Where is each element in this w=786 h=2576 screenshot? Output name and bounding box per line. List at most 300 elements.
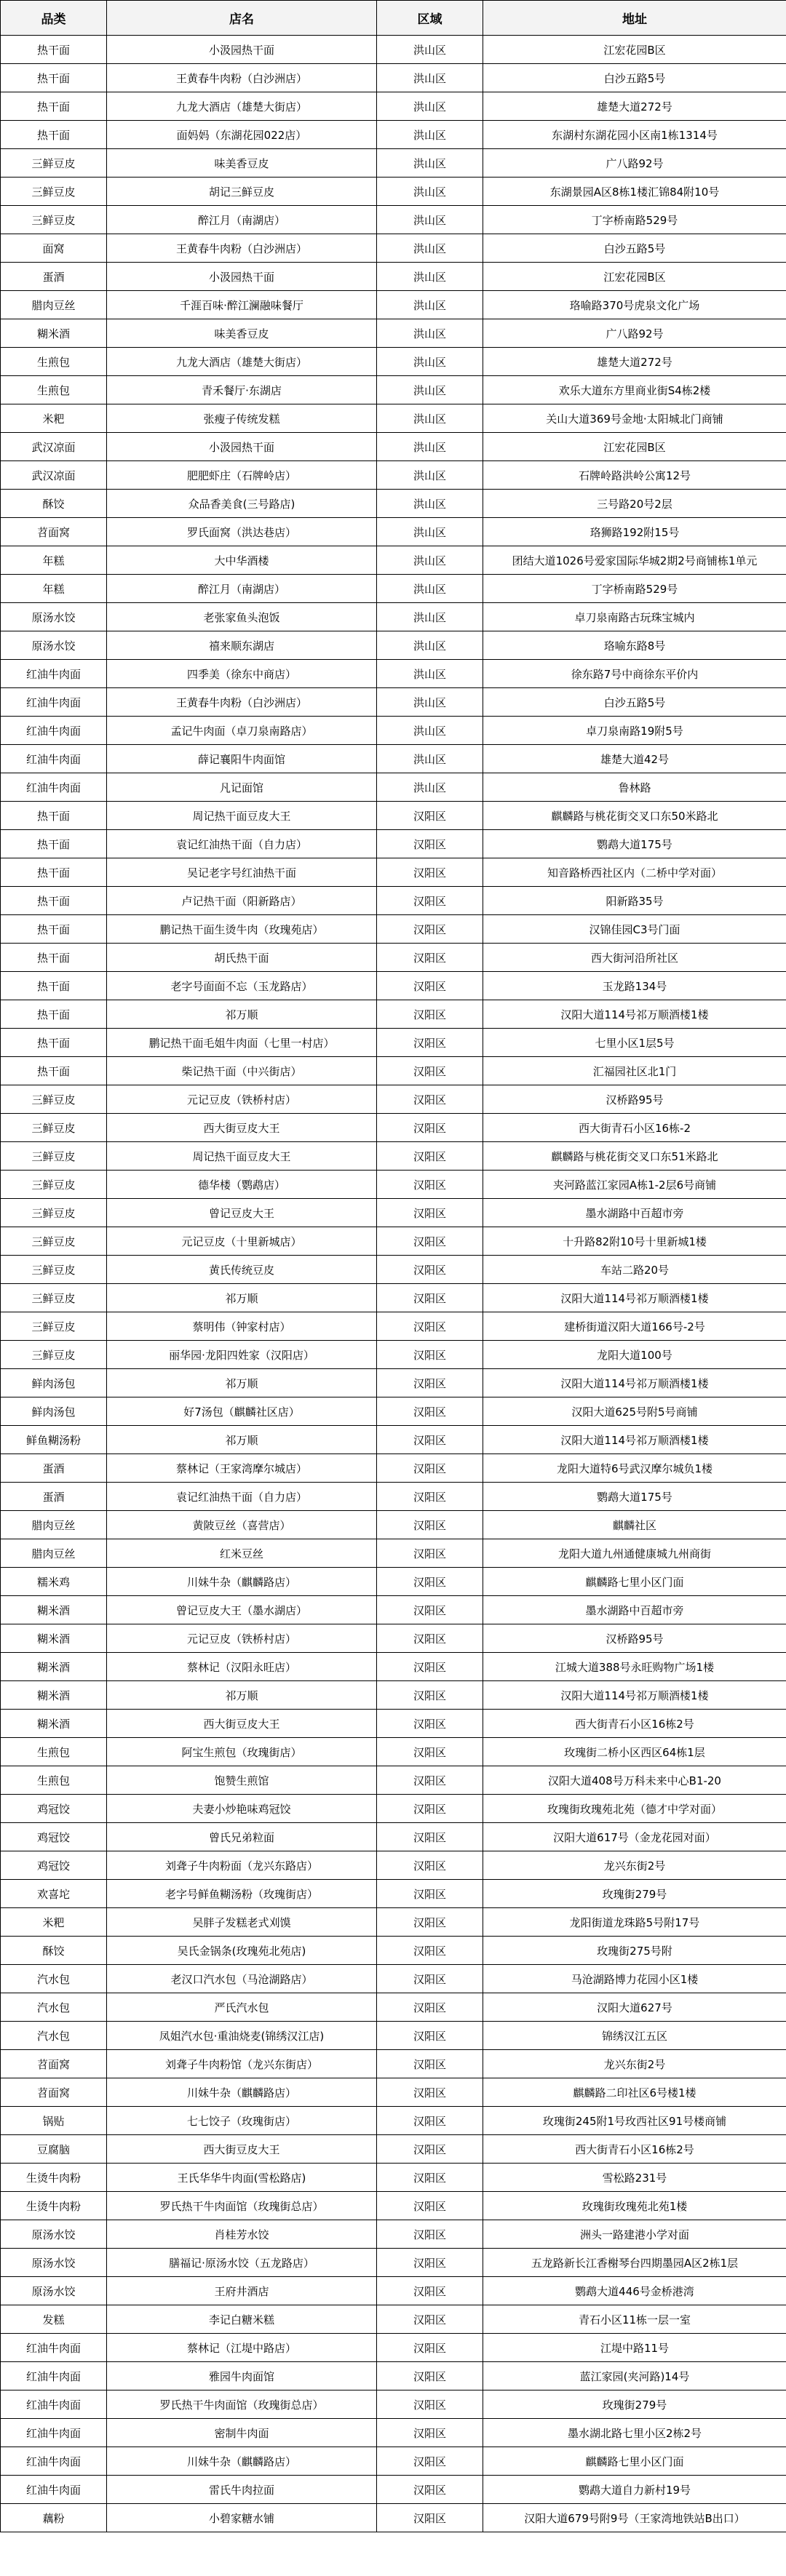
cell-category: 热干面 [1, 802, 107, 830]
table-row [1, 1341, 786, 1369]
cell-shop-name: 面妈妈（东湖花园022店） [107, 121, 377, 149]
cell-category: 蛋酒 [1, 1483, 107, 1511]
cell-category: 三鲜豆皮 [1, 1341, 107, 1369]
table-row [1, 2022, 786, 2050]
cell-category: 红油牛肉面 [1, 2476, 107, 2504]
cell-address: 徐东路7号中商徐东平价内 [483, 660, 786, 688]
table-row [1, 2390, 786, 2419]
cell-category: 米粑 [1, 404, 107, 433]
cell-shop-name: 醉江月（南湖店） [107, 575, 377, 603]
table-row [1, 546, 786, 575]
cell-shop-name: 雅园牛肉面馆 [107, 2362, 377, 2390]
cell-address: 关山大道369号金地·太阳城北门商铺 [483, 404, 786, 433]
cell-category: 汽水包 [1, 1965, 107, 1993]
table-row [1, 944, 786, 972]
cell-shop-name: 祁万顺 [107, 1369, 377, 1397]
cell-address: 马沧湖路博力花园小区1楼 [483, 1965, 786, 1993]
cell-shop-name: 柴记热干面（中兴街店） [107, 1057, 377, 1085]
cell-address: 白沙五路5号 [483, 688, 786, 717]
cell-district: 汉阳区 [377, 2476, 483, 2504]
cell-shop-name: 元记豆皮（十里新城店） [107, 1227, 377, 1256]
cell-address: 丁字桥南路529号 [483, 575, 786, 603]
cell-address: 七里小区1层5号 [483, 1029, 786, 1057]
cell-shop-name: 严氏汽水包 [107, 1993, 377, 2022]
cell-category: 糊米酒 [1, 1710, 107, 1738]
cell-category: 武汉凉面 [1, 433, 107, 461]
cell-district: 洪山区 [377, 376, 483, 404]
cell-category: 蛋酒 [1, 263, 107, 291]
table-row [1, 1227, 786, 1256]
cell-shop-name: 蔡明伟（钟家村店） [107, 1312, 377, 1341]
cell-category: 原汤水饺 [1, 603, 107, 631]
cell-address: 龙阳大道九州通健康城九州商街 [483, 1539, 786, 1568]
cell-address: 建桥街道汉阳大道166号-2号 [483, 1312, 786, 1341]
cell-shop-name: 老张家鱼头泡饭 [107, 603, 377, 631]
cell-address: 龙阳大道特6号武汉摩尔城负1楼 [483, 1454, 786, 1483]
table-row [1, 1653, 786, 1681]
cell-shop-name: 周记热干面豆皮大王 [107, 1142, 377, 1171]
cell-category: 红油牛肉面 [1, 688, 107, 717]
cell-address: 龙兴东街2号 [483, 2050, 786, 2078]
cell-category: 糊米酒 [1, 1653, 107, 1681]
table-row [1, 2192, 786, 2220]
cell-address: 麒麟路与桃花街交叉口东51米路北 [483, 1142, 786, 1171]
cell-shop-name: 祁万顺 [107, 1681, 377, 1710]
cell-address: 广八路92号 [483, 319, 786, 348]
table-row [1, 1965, 786, 1993]
cell-district: 汉阳区 [377, 1993, 483, 2022]
table-row [1, 887, 786, 915]
cell-category: 欢喜坨 [1, 1880, 107, 1908]
cell-district: 洪山区 [377, 92, 483, 121]
cell-district: 汉阳区 [377, 1341, 483, 1369]
cell-address: 鲁林路 [483, 773, 786, 802]
cell-category: 红油牛肉面 [1, 2447, 107, 2476]
table-row [1, 858, 786, 887]
cell-category: 糊米酒 [1, 319, 107, 348]
cell-district: 洪山区 [377, 64, 483, 92]
cell-shop-name: 川妹牛杂（麒麟路店） [107, 2078, 377, 2107]
table-row [1, 1511, 786, 1539]
cell-category: 三鲜豆皮 [1, 1312, 107, 1341]
table-row [1, 2164, 786, 2192]
table-row [1, 773, 786, 802]
cell-category: 鲜肉汤包 [1, 1397, 107, 1426]
table-body [1, 36, 786, 2532]
cell-district: 汉阳区 [377, 1738, 483, 1766]
table-row [1, 802, 786, 830]
table-row [1, 2305, 786, 2334]
table-row [1, 2050, 786, 2078]
cell-shop-name: 膳福记·原汤水饺（五龙路店） [107, 2249, 377, 2277]
cell-address: 阳新路35号 [483, 887, 786, 915]
cell-category: 生烫牛肉粉 [1, 2192, 107, 2220]
table-row [1, 1454, 786, 1483]
cell-shop-name: 德华楼（鹦鹉店） [107, 1171, 377, 1199]
cell-address: 卓刀泉南路19附5号 [483, 717, 786, 745]
cell-address: 欢乐大道东方里商业街S4栋2楼 [483, 376, 786, 404]
cell-category: 生煎包 [1, 348, 107, 376]
table-row [1, 263, 786, 291]
cell-address: 广八路92号 [483, 149, 786, 178]
cell-district: 汉阳区 [377, 1426, 483, 1454]
cell-district: 汉阳区 [377, 1000, 483, 1029]
cell-district: 汉阳区 [377, 1511, 483, 1539]
cell-address: 玫瑰街245附1号玫西社区91号楼商铺 [483, 2107, 786, 2135]
cell-district: 汉阳区 [377, 2390, 483, 2419]
cell-shop-name: 袁记红油热干面（自力店） [107, 830, 377, 858]
cell-address: 西大街青石小区16栋2号 [483, 1710, 786, 1738]
cell-district: 汉阳区 [377, 1766, 483, 1795]
cell-category: 红油牛肉面 [1, 2334, 107, 2362]
cell-address: 雄楚大道42号 [483, 745, 786, 773]
table-row [1, 36, 786, 64]
cell-shop-name: 大中华酒楼 [107, 546, 377, 575]
cell-shop-name: 元记豆皮（铁桥村店） [107, 1624, 377, 1653]
cell-category: 生烫牛肉粉 [1, 2164, 107, 2192]
cell-shop-name: 川妹牛杂（麒麟路店） [107, 2447, 377, 2476]
cell-address: 白沙五路5号 [483, 234, 786, 263]
cell-district: 洪山区 [377, 348, 483, 376]
cell-district: 汉阳区 [377, 1653, 483, 1681]
table-row [1, 1369, 786, 1397]
cell-district: 汉阳区 [377, 1568, 483, 1596]
cell-district: 汉阳区 [377, 1085, 483, 1114]
cell-category: 热干面 [1, 858, 107, 887]
cell-district: 汉阳区 [377, 887, 483, 915]
cell-district: 洪山区 [377, 178, 483, 206]
header-category: 品类 [1, 1, 107, 36]
cell-shop-name: 吴胖子发糕老式刈馍 [107, 1908, 377, 1937]
cell-address: 江堤中路11号 [483, 2334, 786, 2362]
cell-district: 汉阳区 [377, 1710, 483, 1738]
cell-district: 汉阳区 [377, 1908, 483, 1937]
cell-category: 红油牛肉面 [1, 717, 107, 745]
cell-shop-name: 曾氏兄弟粒面 [107, 1823, 377, 1851]
cell-category: 三鲜豆皮 [1, 1142, 107, 1171]
cell-district: 洪山区 [377, 773, 483, 802]
cell-district: 汉阳区 [377, 1171, 483, 1199]
cell-address: 卓刀泉南路古玩珠宝城内 [483, 603, 786, 631]
cell-shop-name: 刘聋子牛肉粉面（龙兴东路店） [107, 1851, 377, 1880]
table-row [1, 2447, 786, 2476]
cell-category: 生煎包 [1, 1738, 107, 1766]
cell-address: 鹦鹉大道自力新村19号 [483, 2476, 786, 2504]
table-row [1, 1199, 786, 1227]
cell-district: 洪山区 [377, 263, 483, 291]
cell-shop-name: 胡记三鲜豆皮 [107, 178, 377, 206]
cell-category: 热干面 [1, 944, 107, 972]
table-row [1, 206, 786, 234]
cell-district: 汉阳区 [377, 2362, 483, 2390]
cell-category: 汽水包 [1, 2022, 107, 2050]
cell-shop-name: 老字号面面不忘（玉龙路店） [107, 972, 377, 1000]
cell-category: 酥饺 [1, 490, 107, 518]
header-shop-name: 店名 [107, 1, 377, 36]
cell-address: 麒麟路七里小区门面 [483, 1568, 786, 1596]
cell-address: 汉阳大道617号（金龙花园对面） [483, 1823, 786, 1851]
table-row [1, 2476, 786, 2504]
cell-shop-name: 黄陂豆丝（喜营店） [107, 1511, 377, 1539]
cell-district: 洪山区 [377, 575, 483, 603]
cell-address: 汉桥路95号 [483, 1624, 786, 1653]
cell-category: 苕面窝 [1, 2078, 107, 2107]
cell-shop-name: 蔡林记（江堤中路店） [107, 2334, 377, 2362]
cell-district: 汉阳区 [377, 1795, 483, 1823]
cell-category: 年糕 [1, 575, 107, 603]
cell-category: 生煎包 [1, 1766, 107, 1795]
cell-shop-name: 九龙大酒店（雄楚大街店） [107, 348, 377, 376]
table-row [1, 972, 786, 1000]
cell-address: 汉阳大道114号祁万顺酒楼1楼 [483, 1000, 786, 1029]
cell-district: 汉阳区 [377, 1397, 483, 1426]
cell-address: 石牌岭路洪岭公寓12号 [483, 461, 786, 490]
cell-shop-name: 九龙大酒店（雄楚大街店） [107, 92, 377, 121]
cell-district: 洪山区 [377, 660, 483, 688]
cell-district: 汉阳区 [377, 1199, 483, 1227]
table-row [1, 1284, 786, 1312]
cell-shop-name: 雷氏牛肉拉面 [107, 2476, 377, 2504]
cell-category: 酥饺 [1, 1937, 107, 1965]
cell-category: 发糕 [1, 2305, 107, 2334]
cell-shop-name: 醉江月（南湖店） [107, 206, 377, 234]
table-row [1, 1710, 786, 1738]
cell-shop-name: 胡氏热干面 [107, 944, 377, 972]
table-row [1, 2249, 786, 2277]
cell-shop-name: 好7汤包（麒麟社区店） [107, 1397, 377, 1426]
cell-address: 龙兴东街2号 [483, 1851, 786, 1880]
cell-address: 江城大道388号永旺购物广场1楼 [483, 1653, 786, 1681]
cell-address: 汉阳大道627号 [483, 1993, 786, 2022]
cell-category: 三鲜豆皮 [1, 1114, 107, 1142]
table-row [1, 1085, 786, 1114]
cell-category: 原汤水饺 [1, 2277, 107, 2305]
cell-category: 鸡冠饺 [1, 1851, 107, 1880]
cell-address: 麒麟路与桃花街交叉口东50米路北 [483, 802, 786, 830]
cell-district: 汉阳区 [377, 1454, 483, 1483]
cell-district: 汉阳区 [377, 1029, 483, 1057]
cell-district: 洪山区 [377, 717, 483, 745]
cell-district: 洪山区 [377, 461, 483, 490]
cell-address: 江宏花园B区 [483, 433, 786, 461]
cell-address: 东湖景园A区8栋1楼汇锦84附10号 [483, 178, 786, 206]
cell-category: 红油牛肉面 [1, 2419, 107, 2447]
table-row [1, 64, 786, 92]
cell-category: 热干面 [1, 92, 107, 121]
cell-category: 豆腐脑 [1, 2135, 107, 2164]
cell-category: 热干面 [1, 64, 107, 92]
table-row [1, 717, 786, 745]
cell-category: 腊肉豆丝 [1, 1511, 107, 1539]
cell-category: 三鲜豆皮 [1, 1085, 107, 1114]
table-row [1, 1766, 786, 1795]
cell-address: 雄楚大道272号 [483, 92, 786, 121]
cell-category: 生煎包 [1, 376, 107, 404]
cell-district: 汉阳区 [377, 2419, 483, 2447]
table-row [1, 1483, 786, 1511]
cell-shop-name: 阿宝生煎包（玫瑰街店） [107, 1738, 377, 1766]
table-row [1, 688, 786, 717]
cell-address: 汇福园社区北1门 [483, 1057, 786, 1085]
cell-district: 汉阳区 [377, 1937, 483, 1965]
cell-district: 汉阳区 [377, 1312, 483, 1341]
table-row [1, 660, 786, 688]
cell-address: 墨水湖北路七里小区2栋2号 [483, 2419, 786, 2447]
cell-shop-name: 周记热干面豆皮大王 [107, 802, 377, 830]
table-row [1, 149, 786, 178]
cell-category: 鸡冠饺 [1, 1823, 107, 1851]
table-row [1, 348, 786, 376]
cell-shop-name: 西大街豆皮大王 [107, 2135, 377, 2164]
cell-shop-name: 元记豆皮（铁桥村店） [107, 1085, 377, 1114]
table-row [1, 1880, 786, 1908]
cell-district: 汉阳区 [377, 1284, 483, 1312]
cell-address: 夹河路蓝江家园A栋1-2层6号商铺 [483, 1171, 786, 1199]
table-row [1, 461, 786, 490]
cell-district: 汉阳区 [377, 1851, 483, 1880]
cell-category: 红油牛肉面 [1, 773, 107, 802]
table-row [1, 1057, 786, 1085]
table-row [1, 1171, 786, 1199]
table-row [1, 518, 786, 546]
cell-shop-name: 凤姐汽水包·重油烧麦(锦绣汉江店) [107, 2022, 377, 2050]
cell-shop-name: 罗氏热干牛肉面馆（玫瑰街总店） [107, 2192, 377, 2220]
table-row [1, 319, 786, 348]
table-row [1, 433, 786, 461]
cell-address: 汉阳大道408号万科未来中心B1-20 [483, 1766, 786, 1795]
cell-category: 鲜鱼糊汤粉 [1, 1426, 107, 1454]
cell-category: 三鲜豆皮 [1, 206, 107, 234]
cell-address: 白沙五路5号 [483, 64, 786, 92]
cell-category: 锅贴 [1, 2107, 107, 2135]
cell-address: 汉阳大道114号祁万顺酒楼1楼 [483, 1284, 786, 1312]
cell-shop-name: 夫妻小炒艳味鸡冠饺 [107, 1795, 377, 1823]
cell-shop-name: 罗氏面窝（洪达巷店） [107, 518, 377, 546]
cell-district: 汉阳区 [377, 2334, 483, 2362]
cell-district: 洪山区 [377, 631, 483, 660]
table-row [1, 1114, 786, 1142]
cell-address: 麒麟路二印社区6号楼1楼 [483, 2078, 786, 2107]
cell-district: 汉阳区 [377, 1624, 483, 1653]
cell-shop-name: 红米豆丝 [107, 1539, 377, 1568]
cell-address: 珞喻路370号虎泉文化广场 [483, 291, 786, 319]
cell-shop-name: 千涯百味·醉江澜融味餐厅 [107, 291, 377, 319]
cell-district: 汉阳区 [377, 915, 483, 944]
cell-address: 汉桥路95号 [483, 1085, 786, 1114]
table-row [1, 2078, 786, 2107]
cell-shop-name: 王黄春牛肉粉（白沙洲店） [107, 688, 377, 717]
cell-shop-name: 七七饺子（玫瑰街店） [107, 2107, 377, 2135]
cell-district: 汉阳区 [377, 1539, 483, 1568]
cell-category: 三鲜豆皮 [1, 1171, 107, 1199]
cell-address: 墨水湖路中百超市旁 [483, 1199, 786, 1227]
cell-address: 麒麟路七里小区门面 [483, 2447, 786, 2476]
cell-shop-name: 鹏记热干面毛姐牛肉面（七里一村店） [107, 1029, 377, 1057]
cell-category: 苕面窝 [1, 2050, 107, 2078]
cell-shop-name: 祁万顺 [107, 1000, 377, 1029]
cell-shop-name: 吴记老字号红油热干面 [107, 858, 377, 887]
cell-district: 洪山区 [377, 745, 483, 773]
cell-address: 鹦鹉大道175号 [483, 1483, 786, 1511]
cell-shop-name: 禧来顺东湖店 [107, 631, 377, 660]
table-row [1, 1937, 786, 1965]
cell-district: 汉阳区 [377, 2022, 483, 2050]
table-row [1, 1142, 786, 1171]
cell-district: 汉阳区 [377, 2192, 483, 2220]
cell-shop-name: 密制牛肉面 [107, 2419, 377, 2447]
cell-district: 汉阳区 [377, 2050, 483, 2078]
cell-shop-name: 吴氏金锅条(玫瑰苑北苑店) [107, 1937, 377, 1965]
cell-category: 糯米鸡 [1, 1568, 107, 1596]
cell-address: 玫瑰街279号 [483, 1880, 786, 1908]
header-district: 区域 [377, 1, 483, 36]
cell-category: 鸡冠饺 [1, 1795, 107, 1823]
cell-address: 汉阳大道114号祁万顺酒楼1楼 [483, 1369, 786, 1397]
table-row [1, 915, 786, 944]
cell-shop-name: 刘聋子牛肉粉馆（龙兴东街店） [107, 2050, 377, 2078]
cell-category: 热干面 [1, 1000, 107, 1029]
table-row [1, 1851, 786, 1880]
cell-district: 汉阳区 [377, 1114, 483, 1142]
cell-address: 锦绣汉江五区 [483, 2022, 786, 2050]
cell-address: 珞狮路192附15号 [483, 518, 786, 546]
cell-district: 洪山区 [377, 603, 483, 631]
table-row [1, 1568, 786, 1596]
cell-district: 洪山区 [377, 149, 483, 178]
cell-shop-name: 王府井酒店 [107, 2277, 377, 2305]
cell-shop-name: 袁记红油热干面（自力店） [107, 1483, 377, 1511]
cell-shop-name: 丽华园·龙阳四姓家（汉阳店） [107, 1341, 377, 1369]
cell-district: 洪山区 [377, 433, 483, 461]
cell-category: 米粑 [1, 1908, 107, 1937]
cell-address: 江宏花园B区 [483, 36, 786, 64]
cell-address: 东湖村东湖花园小区南1栋1314号 [483, 121, 786, 149]
cell-address: 龙阳大道100号 [483, 1341, 786, 1369]
table-row [1, 2334, 786, 2362]
table-row [1, 2135, 786, 2164]
cell-shop-name: 西大街豆皮大王 [107, 1114, 377, 1142]
cell-shop-name: 罗氏热干牛肉面馆（玫瑰街总店） [107, 2390, 377, 2419]
cell-address: 玫瑰街二桥小区西区64栋1层 [483, 1738, 786, 1766]
cell-district: 汉阳区 [377, 2249, 483, 2277]
cell-category: 糊米酒 [1, 1624, 107, 1653]
cell-district: 汉阳区 [377, 1965, 483, 1993]
cell-district: 汉阳区 [377, 858, 483, 887]
table-row [1, 291, 786, 319]
cell-district: 洪山区 [377, 546, 483, 575]
table-row [1, 631, 786, 660]
cell-shop-name: 小汲园热干面 [107, 433, 377, 461]
cell-shop-name: 川妹牛杂（麒麟路店） [107, 1568, 377, 1596]
cell-category: 三鲜豆皮 [1, 178, 107, 206]
table-row [1, 2107, 786, 2135]
cell-shop-name: 西大街豆皮大王 [107, 1710, 377, 1738]
cell-category: 热干面 [1, 36, 107, 64]
cell-address: 知音路桥西社区内（二桥中学对面） [483, 858, 786, 887]
cell-category: 糊米酒 [1, 1681, 107, 1710]
cell-district: 汉阳区 [377, 1596, 483, 1624]
table-row [1, 1596, 786, 1624]
cell-district: 汉阳区 [377, 1256, 483, 1284]
cell-shop-name: 老字号鲜鱼糊汤粉（玫瑰街店） [107, 1880, 377, 1908]
cell-category: 年糕 [1, 546, 107, 575]
cell-shop-name: 王黄春牛肉粉（白沙洲店） [107, 64, 377, 92]
cell-address: 西大街河沿所社区 [483, 944, 786, 972]
cell-address: 车站二路20号 [483, 1256, 786, 1284]
cell-shop-name: 众品香美食(三号路店) [107, 490, 377, 518]
cell-category: 原汤水饺 [1, 631, 107, 660]
cell-category: 原汤水饺 [1, 2220, 107, 2249]
